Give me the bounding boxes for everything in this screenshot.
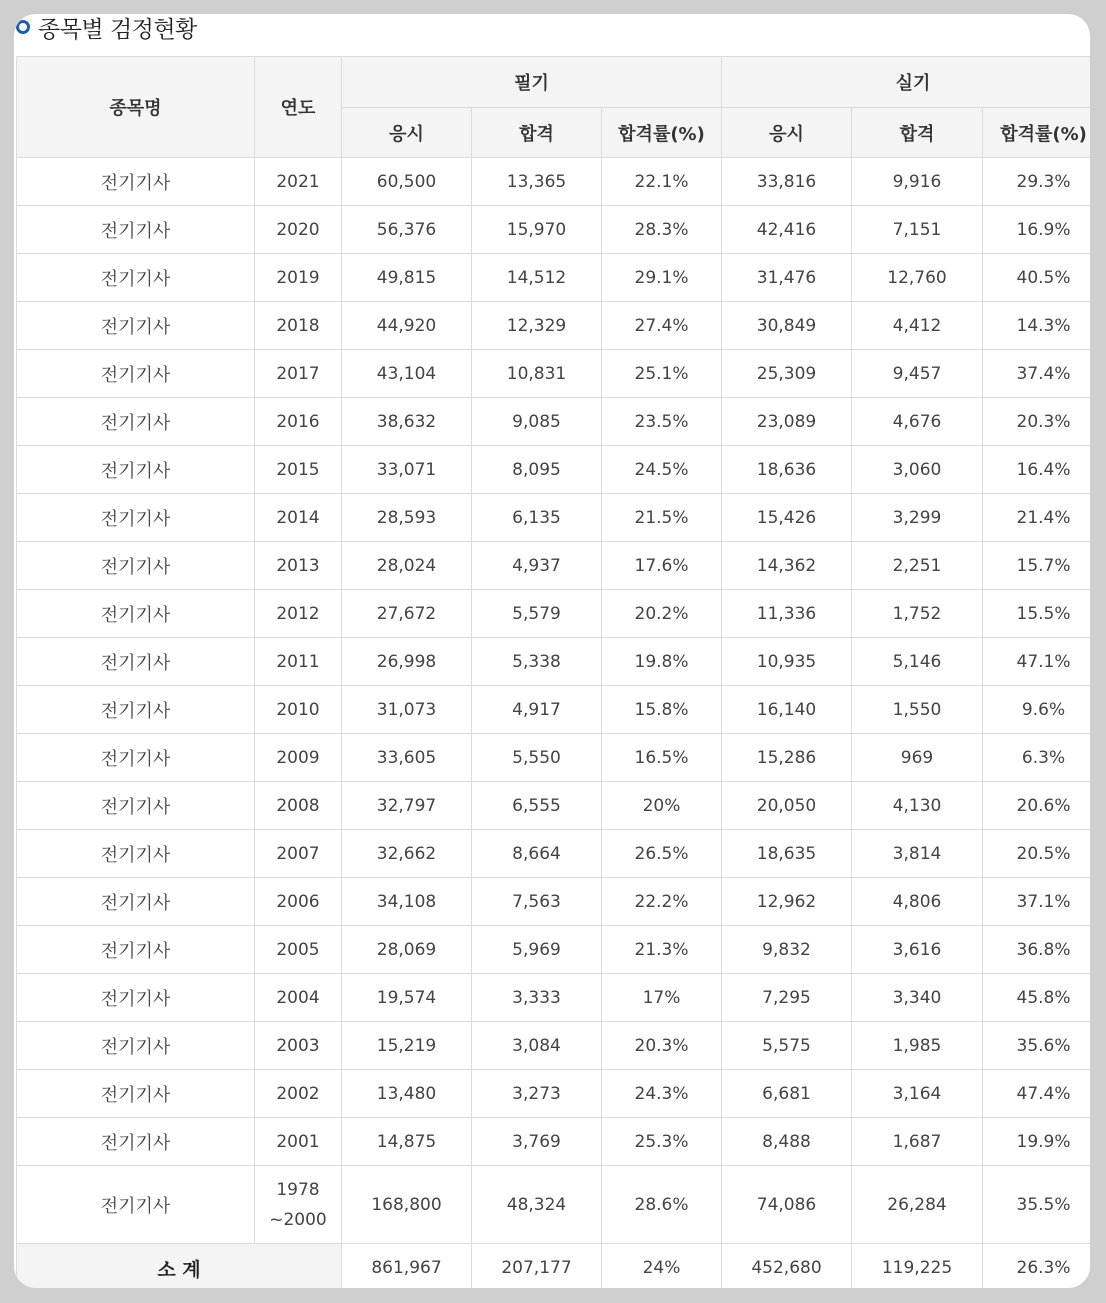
cell-year: 2008 [255,782,342,830]
stats-table-wrapper [16,56,1090,1288]
table-row [17,638,1091,686]
table-row [17,494,1091,542]
table-row [17,542,1091,590]
cell-name: 전기기사 [17,446,255,494]
total-label: 소 계 [17,1244,342,1289]
cell-practical-applicants: 74,086 [722,1166,852,1244]
bullet-icon [16,20,30,34]
cell-name: 전기기사 [17,974,255,1022]
cell-practical-pass-rate: 40.5% [983,254,1090,302]
cell-practical-passed: 4,130 [852,782,983,830]
cell-name: 전기기사 [17,494,255,542]
cell-practical-pass-rate: 14.3% [983,302,1090,350]
cell-practical-passed: 26,284 [852,1166,983,1244]
cell-practical-passed: 3,164 [852,1070,983,1118]
cell-name: 전기기사 [17,1166,255,1244]
cell-written-passed: 8,664 [472,830,602,878]
table-row [17,734,1091,782]
cell-year: 2021 [255,158,342,206]
cell-year: 1978 ~2000 [255,1166,342,1244]
cell-written-pass-rate: 20% [602,782,722,830]
header-written-applicants: 응시 [342,108,472,158]
cell-practical-passed: 12,760 [852,254,983,302]
cell-name: 전기기사 [17,830,255,878]
cell-practical-passed: 7,151 [852,206,983,254]
cell-practical-applicants: 18,636 [722,446,852,494]
cell-name: 전기기사 [17,206,255,254]
cell-practical-applicants: 7,295 [722,974,852,1022]
cell-year: 2020 [255,206,342,254]
cell-practical-passed: 3,814 [852,830,983,878]
cell-written-passed: 5,338 [472,638,602,686]
cell-practical-pass-rate: 37.1% [983,878,1090,926]
header-name: 종목명 [17,57,255,158]
cell-written-pass-rate: 15.8% [602,686,722,734]
cell-practical-pass-rate: 47.4% [983,1070,1090,1118]
cell-year: 2013 [255,542,342,590]
cell-written-pass-rate: 24.3% [602,1070,722,1118]
cell-written-pass-rate: 16.5% [602,734,722,782]
table-row [17,254,1091,302]
cell-practical-pass-rate: 16.4% [983,446,1090,494]
cell-written-passed: 3,769 [472,1118,602,1166]
cell-name: 전기기사 [17,734,255,782]
cell-year: 2019 [255,254,342,302]
cell-year: 2018 [255,302,342,350]
cell-name: 전기기사 [17,542,255,590]
table-row [17,974,1091,1022]
cell-written-pass-rate: 23.5% [602,398,722,446]
content-card [14,14,1090,1288]
cell-practical-passed: 969 [852,734,983,782]
cell-practical-passed: 4,806 [852,878,983,926]
cell-practical-pass-rate: 45.8% [983,974,1090,1022]
cell-name: 전기기사 [17,782,255,830]
cell-practical-pass-rate: 35.6% [983,1022,1090,1070]
header-practical-pass-rate: 합격률(%) [983,108,1090,158]
cell-practical-pass-rate: 35.5% [983,1166,1090,1244]
cell-year: 2011 [255,638,342,686]
cell-name: 전기기사 [17,926,255,974]
cell-practical-pass-rate: 47.1% [983,638,1090,686]
cell-practical-pass-rate: 29.3% [983,158,1090,206]
cell-written-applicants: 56,376 [342,206,472,254]
cell-written-applicants: 33,071 [342,446,472,494]
header-written-pass-rate: 합격률(%) [602,108,722,158]
cell-practical-passed: 9,916 [852,158,983,206]
cell-name: 전기기사 [17,398,255,446]
cell-practical-pass-rate: 20.5% [983,830,1090,878]
cell-practical-applicants: 42,416 [722,206,852,254]
total-written-pass-rate: 24% [602,1244,722,1289]
cell-written-passed: 3,333 [472,974,602,1022]
cell-written-pass-rate: 28.3% [602,206,722,254]
cell-practical-pass-rate: 6.3% [983,734,1090,782]
table-row [17,926,1091,974]
cell-practical-passed: 3,299 [852,494,983,542]
cell-written-pass-rate: 20.2% [602,590,722,638]
cell-written-passed: 15,970 [472,206,602,254]
cell-written-applicants: 49,815 [342,254,472,302]
cell-practical-pass-rate: 16.9% [983,206,1090,254]
cell-written-passed: 14,512 [472,254,602,302]
cell-practical-pass-rate: 15.5% [983,590,1090,638]
cell-written-passed: 7,563 [472,878,602,926]
cell-written-pass-rate: 21.3% [602,926,722,974]
table-row [17,590,1091,638]
table-row [17,206,1091,254]
cell-written-passed: 13,365 [472,158,602,206]
header-row-1 [17,57,1091,108]
cell-written-pass-rate: 29.1% [602,254,722,302]
cell-written-pass-rate: 17% [602,974,722,1022]
cell-practical-passed: 1,752 [852,590,983,638]
total-row [17,1244,1091,1289]
header-practical: 실기 [722,57,1090,108]
cell-practical-applicants: 6,681 [722,1070,852,1118]
cell-written-applicants: 32,797 [342,782,472,830]
table-row [17,830,1091,878]
cell-written-pass-rate: 22.1% [602,158,722,206]
cell-written-passed: 3,273 [472,1070,602,1118]
cell-written-applicants: 31,073 [342,686,472,734]
cell-written-pass-rate: 25.3% [602,1118,722,1166]
cell-written-pass-rate: 24.5% [602,446,722,494]
table-body [17,158,1091,1289]
header-written: 필기 [342,57,722,108]
cell-year: 2016 [255,398,342,446]
header-practical-passed: 합격 [852,108,983,158]
cell-practical-pass-rate: 19.9% [983,1118,1090,1166]
cell-practical-passed: 3,616 [852,926,983,974]
section-title: 종목별 검정현황 [38,16,197,43]
cell-name: 전기기사 [17,638,255,686]
cell-name: 전기기사 [17,590,255,638]
cell-written-pass-rate: 25.1% [602,350,722,398]
cell-written-pass-rate: 20.3% [602,1022,722,1070]
cell-written-applicants: 27,672 [342,590,472,638]
cell-written-applicants: 33,605 [342,734,472,782]
cell-written-passed: 5,550 [472,734,602,782]
cell-practical-pass-rate: 21.4% [983,494,1090,542]
cell-written-applicants: 44,920 [342,302,472,350]
cell-practical-passed: 1,985 [852,1022,983,1070]
cell-practical-pass-rate: 36.8% [983,926,1090,974]
cell-practical-applicants: 5,575 [722,1022,852,1070]
cell-practical-applicants: 15,286 [722,734,852,782]
cell-year: 2017 [255,350,342,398]
table-row [17,158,1091,206]
cell-written-pass-rate: 27.4% [602,302,722,350]
table-row [17,782,1091,830]
total-practical-applicants: 452,680 [722,1244,852,1289]
cell-name: 전기기사 [17,878,255,926]
cell-written-applicants: 43,104 [342,350,472,398]
cell-written-applicants: 13,480 [342,1070,472,1118]
cell-written-applicants: 32,662 [342,830,472,878]
cell-practical-applicants: 14,362 [722,542,852,590]
cell-written-applicants: 26,998 [342,638,472,686]
cell-year: 2007 [255,830,342,878]
cell-written-pass-rate: 28.6% [602,1166,722,1244]
cell-year: 2010 [255,686,342,734]
cell-year: 2014 [255,494,342,542]
cell-written-applicants: 38,632 [342,398,472,446]
cell-name: 전기기사 [17,302,255,350]
table-row [17,446,1091,494]
table-row [17,878,1091,926]
section-heading [16,14,197,43]
cell-practical-passed: 1,687 [852,1118,983,1166]
total-practical-pass-rate: 26.3% [983,1244,1090,1289]
cell-year: 2012 [255,590,342,638]
cell-year: 2009 [255,734,342,782]
cell-year: 2015 [255,446,342,494]
cell-written-passed: 4,917 [472,686,602,734]
cell-written-passed: 9,085 [472,398,602,446]
cell-written-passed: 10,831 [472,350,602,398]
cell-written-passed: 4,937 [472,542,602,590]
cell-practical-applicants: 10,935 [722,638,852,686]
cell-name: 전기기사 [17,254,255,302]
table-row [17,302,1091,350]
cell-written-passed: 3,084 [472,1022,602,1070]
cell-written-applicants: 34,108 [342,878,472,926]
cell-written-applicants: 60,500 [342,158,472,206]
cell-practical-applicants: 15,426 [722,494,852,542]
cell-written-applicants: 28,593 [342,494,472,542]
cell-practical-applicants: 25,309 [722,350,852,398]
cell-practical-applicants: 12,962 [722,878,852,926]
cell-practical-passed: 1,550 [852,686,983,734]
cell-written-applicants: 28,024 [342,542,472,590]
cell-practical-pass-rate: 20.3% [983,398,1090,446]
cell-practical-applicants: 30,849 [722,302,852,350]
cell-written-passed: 8,095 [472,446,602,494]
cell-year: 2002 [255,1070,342,1118]
cell-written-applicants: 168,800 [342,1166,472,1244]
cell-name: 전기기사 [17,1022,255,1070]
cell-written-pass-rate: 22.2% [602,878,722,926]
cell-written-passed: 48,324 [472,1166,602,1244]
cell-written-applicants: 28,069 [342,926,472,974]
cell-written-passed: 6,135 [472,494,602,542]
cell-written-passed: 5,969 [472,926,602,974]
cell-practical-passed: 4,412 [852,302,983,350]
cell-practical-applicants: 16,140 [722,686,852,734]
cell-name: 전기기사 [17,350,255,398]
cell-practical-applicants: 20,050 [722,782,852,830]
cell-written-passed: 5,579 [472,590,602,638]
table-row [17,1118,1091,1166]
cell-practical-passed: 5,146 [852,638,983,686]
cell-year: 2001 [255,1118,342,1166]
table-row [17,398,1091,446]
cell-written-applicants: 19,574 [342,974,472,1022]
cell-name: 전기기사 [17,158,255,206]
cell-practical-passed: 3,340 [852,974,983,1022]
total-practical-passed: 119,225 [852,1244,983,1289]
cell-written-pass-rate: 21.5% [602,494,722,542]
cell-practical-passed: 4,676 [852,398,983,446]
cell-practical-applicants: 23,089 [722,398,852,446]
cell-name: 전기기사 [17,686,255,734]
table-row [17,1166,1091,1244]
cell-name: 전기기사 [17,1118,255,1166]
cell-practical-applicants: 11,336 [722,590,852,638]
cell-written-pass-rate: 17.6% [602,542,722,590]
cell-practical-applicants: 18,635 [722,830,852,878]
table-row [17,1070,1091,1118]
cell-practical-pass-rate: 15.7% [983,542,1090,590]
table-row [17,350,1091,398]
cell-written-passed: 12,329 [472,302,602,350]
cell-name: 전기기사 [17,1070,255,1118]
cell-practical-pass-rate: 9.6% [983,686,1090,734]
cell-practical-passed: 3,060 [852,446,983,494]
cell-practical-pass-rate: 37.4% [983,350,1090,398]
total-written-passed: 207,177 [472,1244,602,1289]
cell-practical-applicants: 33,816 [722,158,852,206]
exam-stats-table [16,56,1090,1288]
cell-written-pass-rate: 19.8% [602,638,722,686]
header-year: 연도 [255,57,342,158]
cell-practical-passed: 9,457 [852,350,983,398]
table-row [17,1022,1091,1070]
cell-practical-applicants: 9,832 [722,926,852,974]
cell-written-applicants: 14,875 [342,1118,472,1166]
header-practical-applicants: 응시 [722,108,852,158]
cell-written-applicants: 15,219 [342,1022,472,1070]
header-written-passed: 합격 [472,108,602,158]
total-written-applicants: 861,967 [342,1244,472,1289]
table-row [17,686,1091,734]
cell-year: 2003 [255,1022,342,1070]
cell-written-pass-rate: 26.5% [602,830,722,878]
cell-year: 2006 [255,878,342,926]
cell-practical-applicants: 8,488 [722,1118,852,1166]
cell-year: 2004 [255,974,342,1022]
cell-written-passed: 6,555 [472,782,602,830]
cell-year: 2005 [255,926,342,974]
cell-practical-passed: 2,251 [852,542,983,590]
cell-practical-pass-rate: 20.6% [983,782,1090,830]
cell-practical-applicants: 31,476 [722,254,852,302]
